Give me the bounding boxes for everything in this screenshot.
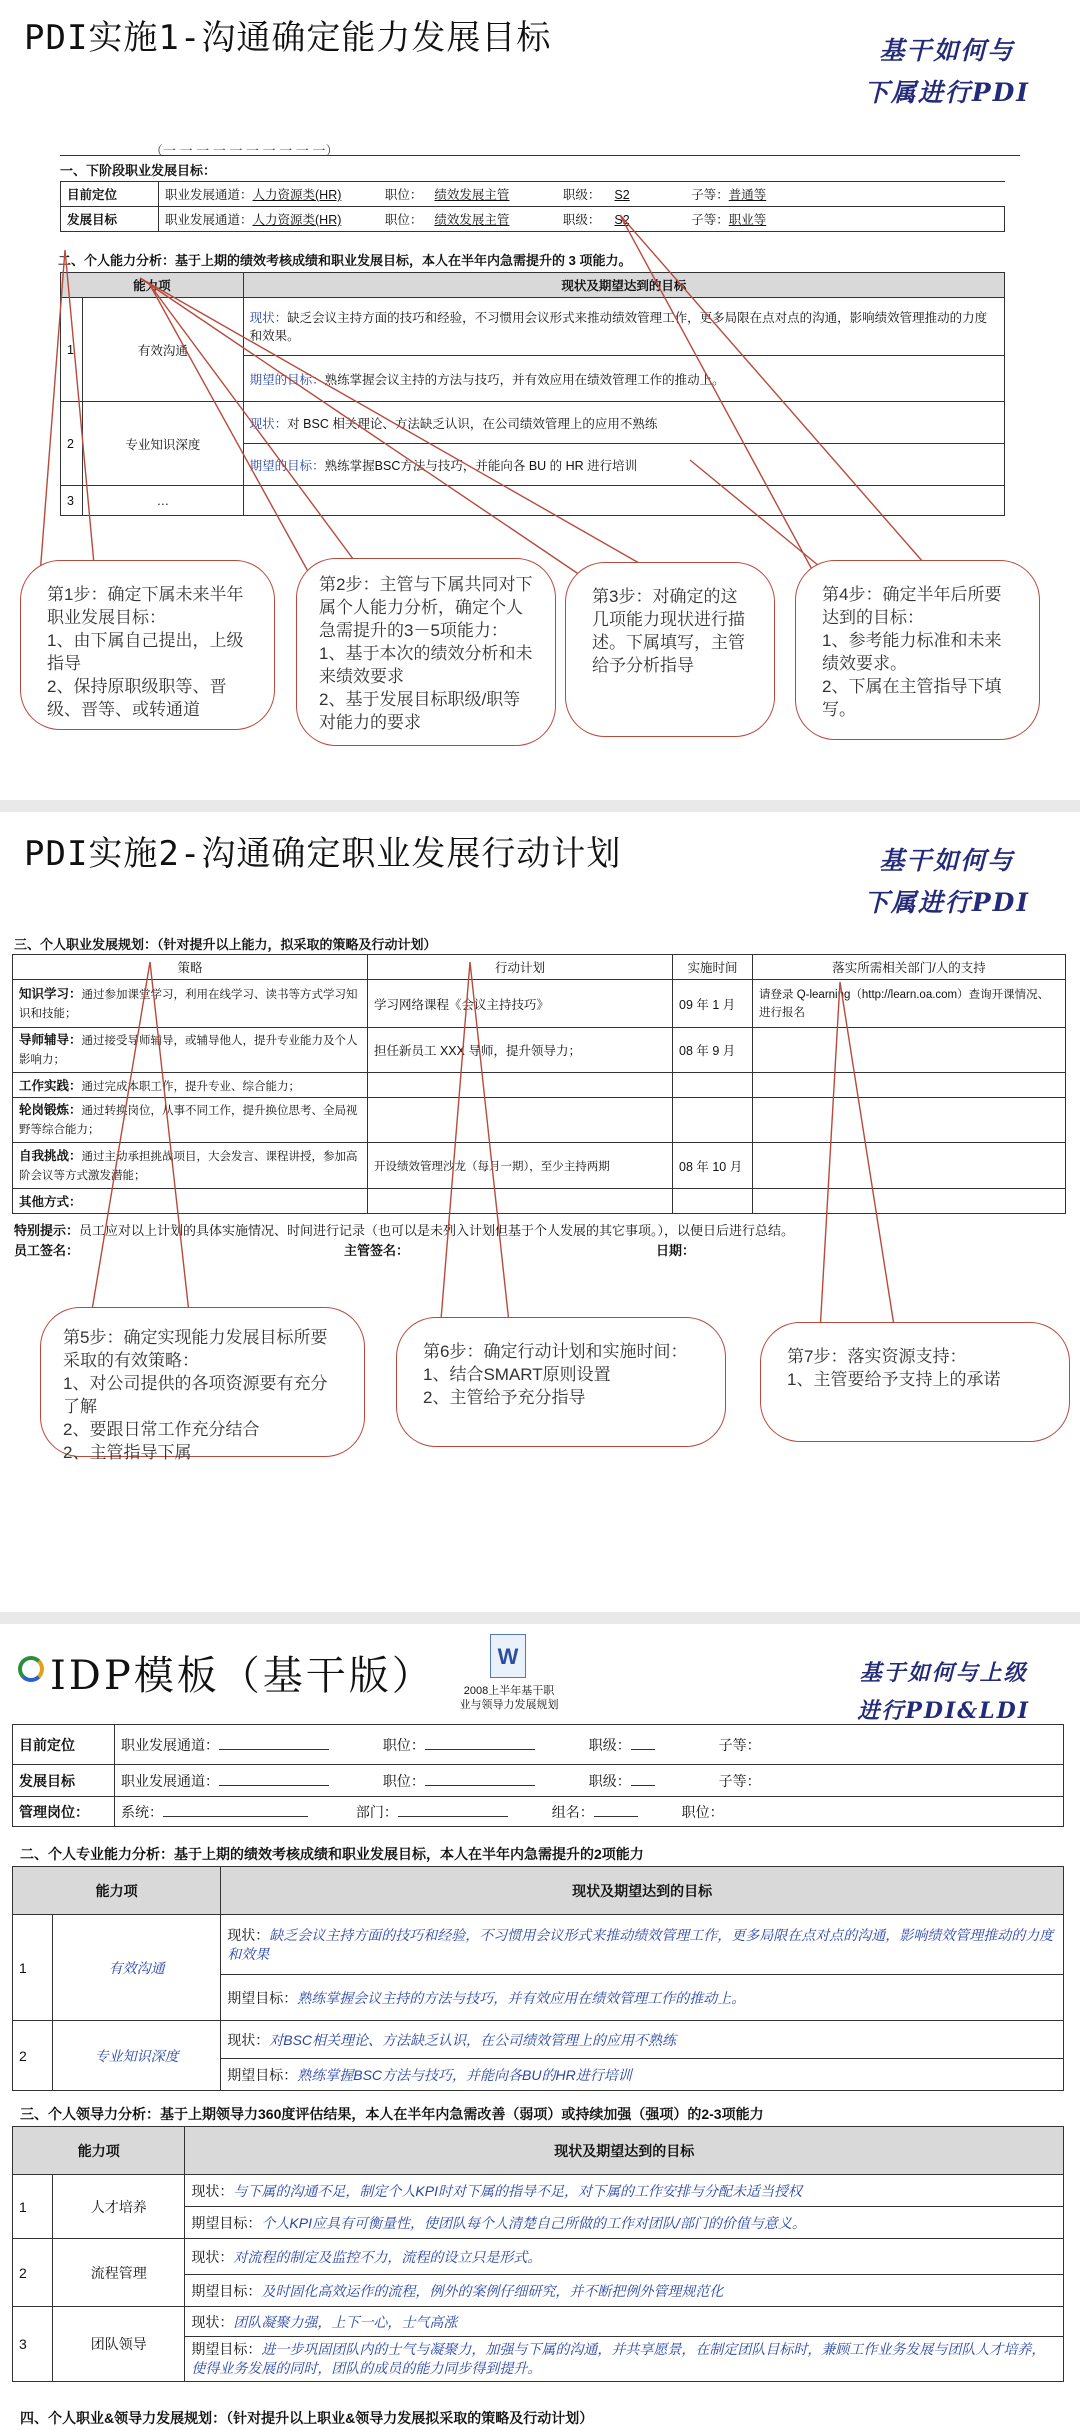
- slide-title: PDI实施1-沟通确定能力发展目标: [24, 18, 552, 58]
- goal-row-target: [61, 207, 1005, 232]
- row-head: 发展目标: [61, 207, 159, 232]
- goal-table: [60, 181, 1005, 232]
- ability-no: 3: [61, 486, 83, 516]
- plan-table: [12, 954, 1066, 1214]
- brand-line-2: 下属进行PDI: [863, 888, 1030, 917]
- brand-line-1: 基于如何与上级: [859, 1660, 1028, 1686]
- pro-ability-table: 能力项 现状及期望达到的目标 1 有效沟通 现状：缺乏会议主持方面的技巧和经验，不习惯用会议形式来推动绩效管理工作，更多局限在点对点的沟通，影响绩效管理推动的力度和效果 期望目标：熟练掌握会议主持的方法与技巧，并有效应用在绩效管理工作的推动上。 2 专业知识深度 现状：对BSC相关理论、方法缺乏认识，在公司绩效管理上的应用不熟练 期望目标：熟练掌握BSC方法与技巧，并能向各BU的HR进行培训: [12, 1866, 1064, 2091]
- header-goal: 现状及期望达到的目标: [243, 273, 1004, 298]
- section-3-heading: 三、个人职业发展规划：（针对提升以上能力，拟采取的策略及行动计划）: [14, 937, 437, 952]
- plan-row: 知识学习：通过参加课堂学习，利用在线学习、读书等方式学习知识和技能； 学习网络课程《会议主持技巧》 09 年 1 月 请登录 Q-learning（http://learn.oa.com）查询开课情况、进行报名: [13, 980, 1066, 1028]
- ability-name: 有效沟通: [83, 298, 244, 402]
- cut-header-text: （一 一 一 一 一 一 一 一 一 一）: [150, 143, 339, 158]
- brand-line-2: 下属进行PDI: [863, 78, 1030, 107]
- callout-step-6: 第6步：确定行动计划和实施时间： 1、结合SMART原则设置 2、主管给予充分指导: [396, 1317, 726, 1447]
- row-fields: 职业发展通道：人力资源类(HR) 职位： 绩效发展主管 职级： S2 子等：普通等: [159, 182, 1005, 207]
- callout-step-5: 第5步：确定实现能力发展目标所要采取的有效策略： 1、对公司提供的各项资源要有充分了解 2、要跟日常工作充分结合 2、主管指导下属: [40, 1307, 365, 1457]
- header-support: 落实所需相关部门/人的支持: [753, 955, 1066, 980]
- brand-label: [864, 840, 1030, 924]
- section-4-heading: 四、个人职业&领导力发展规划：（针对提升以上职业&领导力发展拟采取的策略及行动计划）: [20, 2410, 594, 2426]
- ability-no: 2: [61, 402, 83, 486]
- section-1-heading: 一、下阶段职业发展目标：: [60, 163, 217, 178]
- ability-goal: 熟练掌握会议主持的方法与技巧，并有效应用在绩效管理工作的推动上。: [324, 372, 725, 387]
- ability-goal: 熟练掌握BSC方法与技巧，并能向各 BU 的 HR 进行培训: [324, 458, 638, 473]
- section-2-heading: 二、个人专业能力分析：基于上期的绩效考核成绩和职业发展目标，本人在半年内急需提升的2项能力: [20, 1846, 644, 1862]
- section-3-heading: 三、个人领导力分析：基于上期领导力360度评估结果，本人在半年内急需改善（弱项）或持续加强（强项）的2-3项能力: [20, 2106, 764, 2122]
- callout-step-4: 第4步：确定半年后所要达到的目标： 1、参考能力标准和未来绩效要求。 2、下属在主管指导下填写。: [795, 560, 1040, 740]
- plan-row: 自我挑战：通过主动承担挑战项目，大会发言、课程讲授，参加高阶会议等方式激发潜能； 开设绩效管理沙龙（每月一期），至少主持两期 08 年 10 月: [13, 1143, 1066, 1189]
- leadership-table: 能力项 现状及期望达到的目标 1 人才培养 现状：与下属的沟通不足，制定个人KPI时对下属的指导不足，对下属的工作安排与分配未适当授权 期望目标：个人KPI应具有可衡量性，使团队每个人清楚自己所做的工作对团队/部门的价值与意义。 2 流程管理 现状：对流程的制定及监控不力，流程的设立只是形式。 期望目标：及时固化高效运作的流程，例外的案例仔细研究，并不断把例外管理规范化 3 团队领导 现状：团队凝聚力强，上下一心，士气高涨 期望目标：进一步巩固团队内的士气与凝聚力，加强与下属的沟通，并共享愿景，在制定团队目标时，兼顾工作业务发展与团队人才培养，使得业务发展的同时，团队的成员的能力同步得到提升。: [12, 2126, 1064, 2382]
- word-document-icon[interactable]: W: [490, 1634, 526, 1678]
- logo-icon: [18, 1656, 44, 1682]
- section-2-heading: 二、个人能力分析：基于上期的绩效考核成绩和职业发展目标，本人在半年内急需提升的 3 项能力。: [58, 253, 632, 268]
- idp-info-table: [12, 1724, 1064, 1827]
- brand-line-1: 基干如何与: [879, 36, 1015, 65]
- plan-row: 导师辅导：通过接受导师辅导，或辅导他人，提升专业能力及个人影响力； 担任新员工 XXX 导师，提升领导力； 08 年 9 月: [13, 1028, 1066, 1073]
- info-row: 目前定位 职业发展通道： 职位： 职级： 子等：: [13, 1725, 1064, 1765]
- brand-label: [857, 1654, 1030, 1730]
- ability-no: 1: [61, 298, 83, 402]
- slide-title: PDI实施2-沟通确定职业发展行动计划: [24, 834, 622, 874]
- ability-status: 缺乏会议主持方面的技巧和经验，不习惯用会议形式来推动绩效管理工作，更多局限在点对点的沟通，影响绩效管理推动的力度和效果。: [249, 310, 988, 343]
- row-head: 目前定位: [61, 182, 159, 207]
- ability-name: …: [83, 486, 244, 516]
- callout-step-3: 第3步：对确定的这几项能力现状进行描述。下属填写，主管给予分析指导: [565, 562, 775, 737]
- ability-table: 能力项 现状及期望达到的目标 1 有效沟通 现状：缺乏会议主持方面的技巧和经验，不习惯用会议形式来推动绩效管理工作，更多局限在点对点的沟通，影响绩效管理推动的力度和效果。 期望的目标：熟练掌握会议主持的方法与技巧，并有效应用在绩效管理工作的推动上。 2 专业知识深度 现状：对 BSC 相关理论、方法缺乏认识，在公司绩效管理上的应用不熟练 期望的目标：熟练掌握BSC方法与技巧，并能向各 BU 的 HR 进行培训 3 …: [60, 272, 1005, 516]
- info-row: 管理岗位： 系统： 部门： 组名： 职位：: [13, 1797, 1064, 1827]
- plan-row: 轮岗锻炼：通过转换岗位，从事不同工作，提升换位思考、全局视野等综合能力；: [13, 1098, 1066, 1143]
- sign-line: 员工签名： 主管签名： 日期：: [14, 1243, 696, 1258]
- brand-line-2: 进行PDI&LDI: [857, 1698, 1030, 1724]
- callout-step-1: 第1步：确定下属未来半年职业发展目标： 1、由下属自己提出，上级指导 2、保持原职级职等、晋级、晋等、或转通道: [20, 560, 275, 730]
- callout-step-2: 第2步：主管与下属共同对下属个人能力分析，确定个人急需提升的3－5项能力： 1、基于本次的绩效分析和未来绩效要求 2、基于发展目标职级/职等对能力的要求: [296, 558, 556, 746]
- slide-title: IDP模板（基干版）: [50, 1653, 435, 1699]
- info-row: 发展目标 职业发展通道： 职位： 职级： 子等：: [13, 1765, 1064, 1797]
- slide-pdi-2: [0, 812, 1080, 1612]
- callout-step-7: 第7步：落实资源支持： 1、主管要给予支持上的承诺: [760, 1322, 1070, 1442]
- ability-status: 对 BSC 相关理论、方法缺乏认识，在公司绩效管理上的应用不熟练: [287, 416, 658, 431]
- header-time: 实施时间: [673, 955, 753, 980]
- slide-pdi-1: [0, 0, 1080, 800]
- header-plan: 行动计划: [368, 955, 673, 980]
- special-note: 特别提示：员工应对以上计划的具体实施情况、时间进行记录（也可以是未列入计划但基于个人发展的其它事项。），以便日后进行总结。: [14, 1223, 795, 1238]
- header-ability: 能力项: [61, 273, 244, 298]
- header-strategy: 策略: [13, 955, 368, 980]
- brand-label: [864, 30, 1030, 114]
- plan-row: 其他方式：: [13, 1189, 1066, 1214]
- plan-row: 工作实践：通过完成本职工作，提升专业、综合能力；: [13, 1073, 1066, 1098]
- ability-name: 专业知识深度: [83, 402, 244, 486]
- embedded-file-label[interactable]: 2008上半年基干职 业与领导力发展规划: [459, 1685, 559, 1711]
- goal-row-current: [61, 182, 1005, 207]
- row-fields: 职业发展通道：人力资源类(HR) 职位： 绩效发展主管 职级： S2 子等：职业等: [159, 207, 1005, 232]
- slide-idp-template: [0, 1624, 1080, 2430]
- brand-line-1: 基干如何与: [879, 846, 1015, 875]
